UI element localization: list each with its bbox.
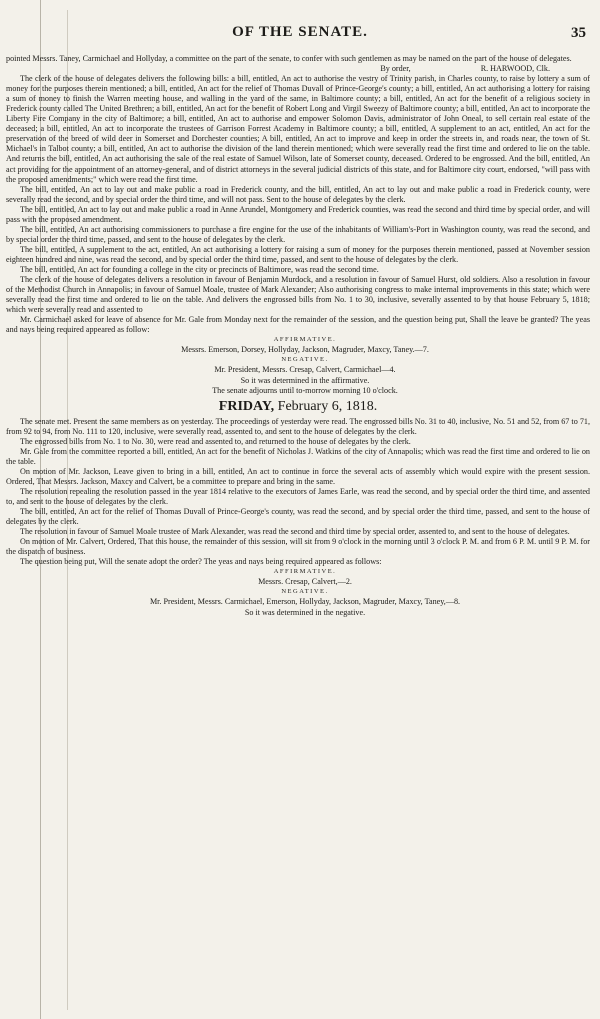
date-day: FRIDAY, — [218, 398, 275, 414]
journal-text — [6, 54, 590, 618]
by-order: By order, — [380, 64, 411, 74]
affirmative-names: Messrs. Emerson, Dorsey, Hollyday, Jackson, Magruder, Maxcy, Taney.—7. — [181, 345, 429, 355]
paragraph-anne-arundel-road: The bill, entitled, An act to lay out and make public a road in Anne Arundel, Montgomery and Frederick counties, was read the second and third time by special order, and will pass with the proposed amendment. — [6, 204, 590, 224]
paragraph-gale-report: Mr. Gale from the committee reported a bill, entitled, An act for the benefit of Nicholas J. Watkins of the city of Annapolis; which was read the first time and ordered to lie on the table. — [6, 446, 590, 466]
date-heading — [6, 398, 590, 414]
affirmative-label: AFFIRMATIVE. — [273, 568, 337, 576]
opening-paragraph: pointed Messrs. Taney, Carmichael and Hollyday, a committee on the part of the senate, to confer with such gentlemen as may be named on the part of the house of delegates. — [6, 54, 572, 63]
paragraph-calvert-motion: On motion of Mr. Calvert, Ordered, That this house, the remainder of this session, will sit from 9 o'clock in the morning until 3 o'clock P. M. and from 6 P. M. until 9 P. M. for the dispatch of business. — [6, 537, 590, 557]
paragraph-senate-met: The senate met. Present the same members as on yesterday. The proceedings of yesterday were read. The engrossed bills No. 31 to 40, inclusive, No. 51 and 52, from 67 to 71, from 92 to 94, from No. 111 to 120, inclusive, were severally read, assented to, and sent to the house of delegates by the clerk. — [6, 416, 590, 436]
paragraph-earle-resolution: The resolution repealing the resolution passed in the year 1814 relative to the executors of James Earle, was read the second, and by special order the third time, and assented to, and sent to the house of delegates by the clerk. — [6, 486, 590, 507]
determination: So it was determined in the affirmative. — [240, 375, 370, 385]
paragraph-fire-engine: The bill, entitled, An act authorising commissioners to purchase a fire engine for the use of the inhabitants of William's-Port in Washington county, was read the second, and by special order the third time, passed, and sent to the house of delegates by the clerk. — [6, 224, 590, 244]
paragraph-moale-resolution: The resolution in favour of Samuel Moale trustee of Mark Alexander, was read the second and third time by special order, assented to, and sent to the house of delegates. — [20, 527, 570, 537]
paragraph-duvall-bill: The bill, entitled, An act for the relief of Thomas Duvall of Prince-George's county, was read the second, and by special order the third time, passed, and sent to the house of delegates by the clerk. — [6, 507, 590, 527]
paragraph-road-bills: The bill, entitled, An act to lay out and make public a road in Frederick county, and the bill, entitled, An act to lay out and make public a road in Frederick county, were severally read the second, and by special order the third time, and will not pass. Sent to the house of delegates by the clerk. — [6, 184, 590, 204]
paragraph-engrossed-bills: The engrossed bills from No. 1 to No. 30, were read and assented to, and returned to the house of delegates by the clerk. — [20, 436, 411, 446]
negative-label: NEGATIVE. — [281, 356, 329, 364]
determination: So it was determined in the negative. — [244, 607, 366, 617]
affirmative-label: AFFIRMATIVE. — [273, 336, 337, 344]
page-header — [0, 24, 600, 54]
clerk-signature: R. HARWOOD, Clk. — [480, 64, 550, 74]
affirmative-names: Messrs. Cresap, Calvert,—2. — [258, 577, 352, 587]
paragraph-lottery-supplement: The bill, entitled, A supplement to the act, entitled, An act authorising a lottery for raising a sum of money for the purposes therein mentioned, passed at November session eighteen hundred and nine, was read the second, and by special order the third time, passed, and sent to the house of delegates by the clerk. — [6, 244, 590, 264]
paragraph-resolutions: The clerk of the house of delegates delivers a resolution in favour of Benjamin Murdock, and a resolution in favour of Samuel Hurst, old soldiers. Also a resolution in favour of the Methodist Church in Annapolis; in favour of Samuel Moale, trustee of Mark Alexander; Also authorising congress to make internal improvements in this state; which were severally read the first time and ordered to lie on the table. And delivers the engrossed bills from No. 1 to 30, inclusive, severally assented to by that house February 5, 1818; which were severally read and assented to — [6, 275, 590, 315]
date-rest: February 6, 1818. — [277, 398, 378, 414]
paragraph-jackson-motion: On motion of Mr. Jackson, Leave given to bring in a bill, entitled, An act to continue in force the several acts of assembly which would expire with the present session. Ordered, That Messrs. Jackson, Maxcy and Calvert, be a committee to prepare and bring in the same. — [6, 466, 590, 486]
paragraph-college: The bill, entitled, An act for founding a college in the city or precincts of Baltimore, was read the second time. — [20, 264, 379, 274]
negative-label: NEGATIVE. — [281, 588, 329, 596]
paragraph-bills-delivered: The clerk of the house of delegates delivers the following bills: a bill, entitled, An act to authorise the vestry of Trinity parish, in Charles county, to raise by lottery a sum of money for the purposes therein mentioned; a bill, entitled, An act for the relief of Thomas Duvall of Prince-George's county; a bill, entitled, An act authorising a lottery for raising a sum of money to finish the Warren meeting house, and walling in the yard of the same, in Baltimore county; a bill, entitled, An act for the benefit of a religious society in Frederick county called The United Brethren; a bill, entitled, An act for the benefit of Robert Long and Virgil Sweezy of Baltimore county; a bill, entitled, An act to incorporate the Liberty Fire Company in the city of Baltimore; a bill, entitled, An act to authorise and empower Solomon Davis, administrator of John Oneal, to sell certain real estate of the deceased; a bill, entitled, An act to incorporate the trustees of Garrison Forrest Academy in Baltimore county; a bill, entitled, A supplement to an act, entitled, An act for the preservation of the breed of wild deer in Somerset and Dorchester counties; A bill, entitled, An act to improve and keep in order the streets in, and roads near, the town of St. Michael's in Talbot county; a bill, entitled, An act to authorise the division of the land therein mentioned; which were severally read the first time and ordered to lie on the table. And returns the bill, entitled, An act authorising the sale of the real estate of Samuel Wilson, late of Somerset county, deceased. Ordered to be engrossed. And the bill, entitled, An act providing for the appointment of an attorney-general, and of district attorneys in the several judicial districts of this state, and for Baltimore city court, endorsed, "will pass with the proposed amendments;" which were read the first time. — [6, 74, 590, 184]
adjournment: The senate adjourns until to-morrow morning 10 o'clock. — [212, 385, 398, 395]
paragraph-question: The question being put, Will the senate adopt the order? The yeas and nays being required appeared as follows: — [20, 557, 382, 567]
signoff — [6, 64, 590, 74]
running-title: OF THE SENATE. — [232, 24, 368, 40]
negative-names: Mr. President, Messrs. Cresap, Calvert, Carmichael—4. — [214, 365, 396, 375]
page-number: 35 — [571, 25, 586, 41]
paragraph-leave-of-absence: Mr. Carmichael asked for leave of absence for Mr. Gale from Monday next for the remainder of the session, and the question being put, Shall the leave be granted? The yeas and nays being required appeared as follow: — [6, 315, 590, 335]
negative-names: Mr. President, Messrs. Carmichael, Emerson, Hollyday, Jackson, Magruder, Maxcy, Taney,—8. — [149, 597, 461, 607]
